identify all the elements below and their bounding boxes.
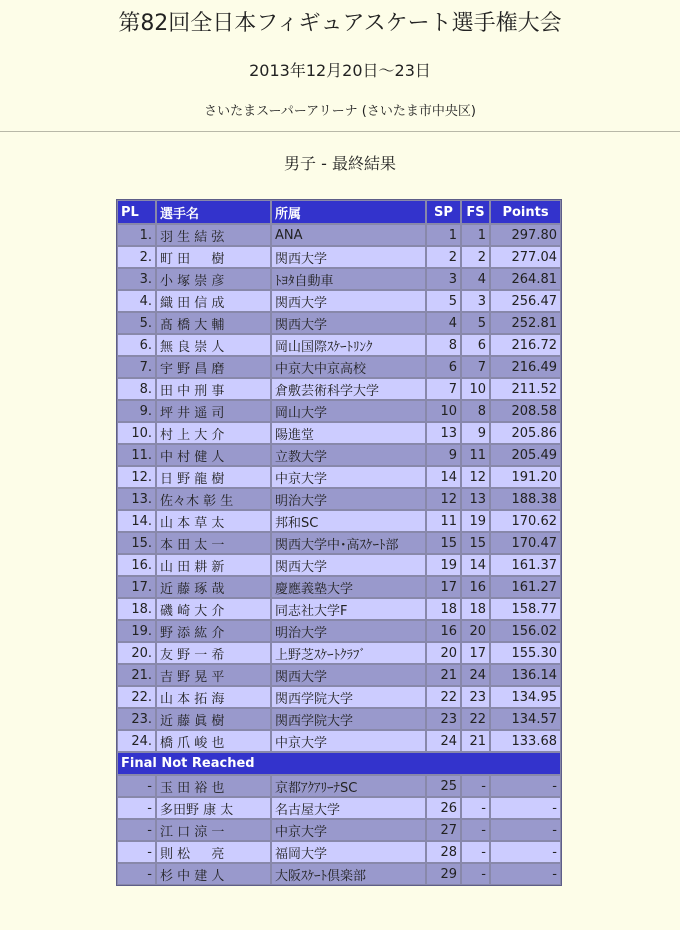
placement-cell: 8. (117, 378, 156, 400)
placement-cell: 22. (117, 686, 156, 708)
table-row (117, 466, 561, 488)
placement-cell: 9. (117, 400, 156, 422)
sp-rank-cell: 26 (426, 797, 461, 819)
points-cell: - (490, 863, 561, 885)
placement-cell: 17. (117, 576, 156, 598)
fs-rank-cell: 23 (461, 686, 490, 708)
club-cell: 関西大学 (271, 554, 426, 576)
skater-name-cell: 日 野 龍 樹 (156, 466, 271, 488)
sp-rank-cell: 10 (426, 400, 461, 422)
sp-rank-cell: 4 (426, 312, 461, 334)
points-cell: 205.86 (490, 422, 561, 444)
placement-cell: 20. (117, 642, 156, 664)
table-row (117, 797, 561, 819)
table-row (117, 444, 561, 466)
sp-rank-cell: 3 (426, 268, 461, 290)
points-cell: 191.20 (490, 466, 561, 488)
fs-rank-cell: 8 (461, 400, 490, 422)
fs-rank-cell: 1 (461, 224, 490, 246)
points-cell: 134.95 (490, 686, 561, 708)
column-header-pl: PL (117, 200, 156, 224)
fs-rank-cell: 15 (461, 532, 490, 554)
skater-name-cell: 本 田 太 一 (156, 532, 271, 554)
club-cell: 関西学院大学 (271, 686, 426, 708)
club-cell: 関西大学 (271, 312, 426, 334)
fs-rank-cell: 12 (461, 466, 490, 488)
skater-name-cell: 江 口 涼 一 (156, 819, 271, 841)
club-cell: 中京大学 (271, 819, 426, 841)
table-row (117, 775, 561, 797)
sp-rank-cell: 19 (426, 554, 461, 576)
placement-cell: 5. (117, 312, 156, 334)
club-cell: 関西大学中･高ｽｹｰﾄ部 (271, 532, 426, 554)
placement-cell: 19. (117, 620, 156, 642)
club-cell: 明治大学 (271, 620, 426, 642)
fs-rank-cell: 9 (461, 422, 490, 444)
club-cell: 立教大学 (271, 444, 426, 466)
sp-rank-cell: 21 (426, 664, 461, 686)
fs-rank-cell: 20 (461, 620, 490, 642)
points-cell: 256.47 (490, 290, 561, 312)
skater-name-cell: 中 村 健 人 (156, 444, 271, 466)
points-cell: 277.04 (490, 246, 561, 268)
skater-name-cell: 佐々木 彰 生 (156, 488, 271, 510)
fs-rank-cell: - (461, 819, 490, 841)
skater-name-cell: 無 良 崇 人 (156, 334, 271, 356)
results-table (116, 199, 562, 886)
points-cell: 156.02 (490, 620, 561, 642)
points-cell: 211.52 (490, 378, 561, 400)
fs-rank-cell: 6 (461, 334, 490, 356)
sp-rank-cell: 6 (426, 356, 461, 378)
fs-rank-cell: 18 (461, 598, 490, 620)
table-row (117, 819, 561, 841)
placement-cell: 15. (117, 532, 156, 554)
club-cell: 関西大学 (271, 290, 426, 312)
points-cell: 297.80 (490, 224, 561, 246)
sp-rank-cell: 2 (426, 246, 461, 268)
points-cell: 134.57 (490, 708, 561, 730)
points-cell: 136.14 (490, 664, 561, 686)
column-header-fs: FS (461, 200, 490, 224)
skater-name-cell: 友 野 一 希 (156, 642, 271, 664)
placement-cell: 24. (117, 730, 156, 752)
table-row (117, 554, 561, 576)
section-title: 男子 - 最終結果 (284, 154, 396, 173)
table-row (117, 422, 561, 444)
fs-rank-cell: 2 (461, 246, 490, 268)
points-cell: 264.81 (490, 268, 561, 290)
table-row (117, 334, 561, 356)
points-cell: 158.77 (490, 598, 561, 620)
skater-name-cell: 宇 野 昌 磨 (156, 356, 271, 378)
skater-name-cell: 吉 野 晃 平 (156, 664, 271, 686)
club-cell: 関西学院大学 (271, 708, 426, 730)
skater-name-cell: 山 本 草 太 (156, 510, 271, 532)
skater-name-cell: 近 藤 眞 樹 (156, 708, 271, 730)
event-dates: 2013年12月20日～23日 (249, 61, 431, 80)
results-body (117, 224, 561, 885)
fs-rank-cell: 21 (461, 730, 490, 752)
points-cell: 161.27 (490, 576, 561, 598)
placement-cell: 13. (117, 488, 156, 510)
table-row (117, 664, 561, 686)
club-cell: 関西大学 (271, 246, 426, 268)
sp-rank-cell: 5 (426, 290, 461, 312)
fs-rank-cell: - (461, 841, 490, 863)
sp-rank-cell: 17 (426, 576, 461, 598)
page-header (0, 0, 680, 122)
skater-name-cell: 玉 田 裕 也 (156, 775, 271, 797)
sp-rank-cell: 9 (426, 444, 461, 466)
club-cell: 同志社大学F (271, 598, 426, 620)
skater-name-cell: 山 田 耕 新 (156, 554, 271, 576)
placement-cell: 23. (117, 708, 156, 730)
table-header-row (117, 200, 561, 224)
skater-name-cell: 町 田 樹 (156, 246, 271, 268)
fs-rank-cell: - (461, 863, 490, 885)
club-cell: 関西大学 (271, 664, 426, 686)
sp-rank-cell: 8 (426, 334, 461, 356)
table-row (117, 246, 561, 268)
points-cell: - (490, 841, 561, 863)
sp-rank-cell: 7 (426, 378, 461, 400)
sp-rank-cell: 20 (426, 642, 461, 664)
table-row (117, 224, 561, 246)
final-not-reached-label: Final Not Reached (117, 752, 561, 775)
club-cell: 倉敷芸術科学大学 (271, 378, 426, 400)
skater-name-cell: 村 上 大 介 (156, 422, 271, 444)
placement-cell: 12. (117, 466, 156, 488)
points-cell: - (490, 797, 561, 819)
sp-rank-cell: 23 (426, 708, 461, 730)
points-cell: 161.37 (490, 554, 561, 576)
table-row (117, 708, 561, 730)
placement-cell: 4. (117, 290, 156, 312)
fs-rank-cell: 16 (461, 576, 490, 598)
sp-rank-cell: 11 (426, 510, 461, 532)
skater-name-cell: 橋 爪 峻 也 (156, 730, 271, 752)
skater-name-cell: 杉 中 建 人 (156, 863, 271, 885)
points-cell: 216.72 (490, 334, 561, 356)
table-row (117, 598, 561, 620)
skater-name-cell: 近 藤 琢 哉 (156, 576, 271, 598)
table-row (117, 400, 561, 422)
placement-cell: 11. (117, 444, 156, 466)
sp-rank-cell: 29 (426, 863, 461, 885)
club-cell: 明治大学 (271, 488, 426, 510)
skater-name-cell: 織 田 信 成 (156, 290, 271, 312)
points-cell: 170.62 (490, 510, 561, 532)
event-title: 第82回全日本フィギュアスケート選手権大会 (118, 11, 562, 36)
fs-rank-cell: 4 (461, 268, 490, 290)
fs-rank-cell: 19 (461, 510, 490, 532)
sp-rank-cell: 14 (426, 466, 461, 488)
skater-name-cell: 野 添 紘 介 (156, 620, 271, 642)
club-cell: 中京大学 (271, 730, 426, 752)
placement-cell: 18. (117, 598, 156, 620)
fs-rank-cell: - (461, 797, 490, 819)
skater-name-cell: 多田野 康 太 (156, 797, 271, 819)
fs-rank-cell: 13 (461, 488, 490, 510)
table-row (117, 290, 561, 312)
skater-name-cell: 磯 崎 大 介 (156, 598, 271, 620)
table-row (117, 378, 561, 400)
points-cell: 133.68 (490, 730, 561, 752)
event-venue: さいたまスーパーアリーナ (さいたま市中央区) (204, 104, 476, 119)
fs-rank-cell: 14 (461, 554, 490, 576)
points-cell: 208.58 (490, 400, 561, 422)
fs-rank-cell: 5 (461, 312, 490, 334)
placement-cell: 2. (117, 246, 156, 268)
table-row (117, 686, 561, 708)
points-cell: - (490, 775, 561, 797)
club-cell: ANA (271, 224, 426, 246)
table-row (117, 863, 561, 885)
points-cell: 252.81 (490, 312, 561, 334)
placement-cell: 3. (117, 268, 156, 290)
fs-rank-cell: 17 (461, 642, 490, 664)
table-row (117, 642, 561, 664)
fs-rank-cell: 22 (461, 708, 490, 730)
table-row (117, 510, 561, 532)
club-cell: 福岡大学 (271, 841, 426, 863)
placement-cell: - (117, 841, 156, 863)
table-row (117, 730, 561, 752)
sp-rank-cell: 24 (426, 730, 461, 752)
skater-name-cell: 髙 橋 大 輔 (156, 312, 271, 334)
club-cell: 名古屋大学 (271, 797, 426, 819)
skater-name-cell: 坪 井 遥 司 (156, 400, 271, 422)
column-header-points: Points (490, 200, 561, 224)
fs-rank-cell: 7 (461, 356, 490, 378)
points-cell: 155.30 (490, 642, 561, 664)
skater-name-cell: 小 塚 崇 彦 (156, 268, 271, 290)
placement-cell: - (117, 797, 156, 819)
points-cell: 216.49 (490, 356, 561, 378)
sp-rank-cell: 15 (426, 532, 461, 554)
placement-cell: 10. (117, 422, 156, 444)
sp-rank-cell: 27 (426, 819, 461, 841)
fs-rank-cell: - (461, 775, 490, 797)
placement-cell: - (117, 863, 156, 885)
fs-rank-cell: 3 (461, 290, 490, 312)
club-cell: 陽進堂 (271, 422, 426, 444)
placement-cell: 16. (117, 554, 156, 576)
club-cell: 岡山国際ｽｹｰﾄﾘﾝｸ (271, 334, 426, 356)
sp-rank-cell: 25 (426, 775, 461, 797)
placement-cell: - (117, 775, 156, 797)
placement-cell: 7. (117, 356, 156, 378)
divider (0, 131, 680, 132)
points-cell: 188.38 (490, 488, 561, 510)
club-cell: 大阪ｽｹｰﾄ倶楽部 (271, 863, 426, 885)
sp-rank-cell: 13 (426, 422, 461, 444)
points-cell: 170.47 (490, 532, 561, 554)
sp-rank-cell: 12 (426, 488, 461, 510)
sp-rank-cell: 22 (426, 686, 461, 708)
points-cell: 205.49 (490, 444, 561, 466)
sp-rank-cell: 16 (426, 620, 461, 642)
table-row (117, 532, 561, 554)
skater-name-cell: 羽 生 結 弦 (156, 224, 271, 246)
fs-rank-cell: 24 (461, 664, 490, 686)
column-header-name: 選手名 (156, 200, 271, 224)
club-cell: 中京大学 (271, 466, 426, 488)
table-row (117, 841, 561, 863)
table-row (117, 488, 561, 510)
placement-cell: 21. (117, 664, 156, 686)
table-row (117, 576, 561, 598)
table-row (117, 312, 561, 334)
club-cell: 中京大中京高校 (271, 356, 426, 378)
placement-cell: 14. (117, 510, 156, 532)
placement-cell: 6. (117, 334, 156, 356)
club-cell: 邦和SC (271, 510, 426, 532)
skater-name-cell: 則 松 亮 (156, 841, 271, 863)
sp-rank-cell: 1 (426, 224, 461, 246)
skater-name-cell: 田 中 刑 事 (156, 378, 271, 400)
fs-rank-cell: 11 (461, 444, 490, 466)
column-header-club: 所属 (271, 200, 426, 224)
club-cell: 岡山大学 (271, 400, 426, 422)
club-cell: ﾄﾖﾀ自動車 (271, 268, 426, 290)
sp-rank-cell: 18 (426, 598, 461, 620)
placement-cell: - (117, 819, 156, 841)
sp-rank-cell: 28 (426, 841, 461, 863)
skater-name-cell: 山 本 拓 海 (156, 686, 271, 708)
final-not-reached-header (117, 752, 561, 775)
placement-cell: 1. (117, 224, 156, 246)
column-header-sp: SP (426, 200, 461, 224)
club-cell: 慶應義塾大学 (271, 576, 426, 598)
club-cell: 上野芝ｽｹｰﾄｸﾗﾌﾞ (271, 642, 426, 664)
club-cell: 京都ｱｸｱﾘｰﾅSC (271, 775, 426, 797)
table-row (117, 620, 561, 642)
fs-rank-cell: 10 (461, 378, 490, 400)
table-row (117, 356, 561, 378)
table-row (117, 268, 561, 290)
points-cell: - (490, 819, 561, 841)
